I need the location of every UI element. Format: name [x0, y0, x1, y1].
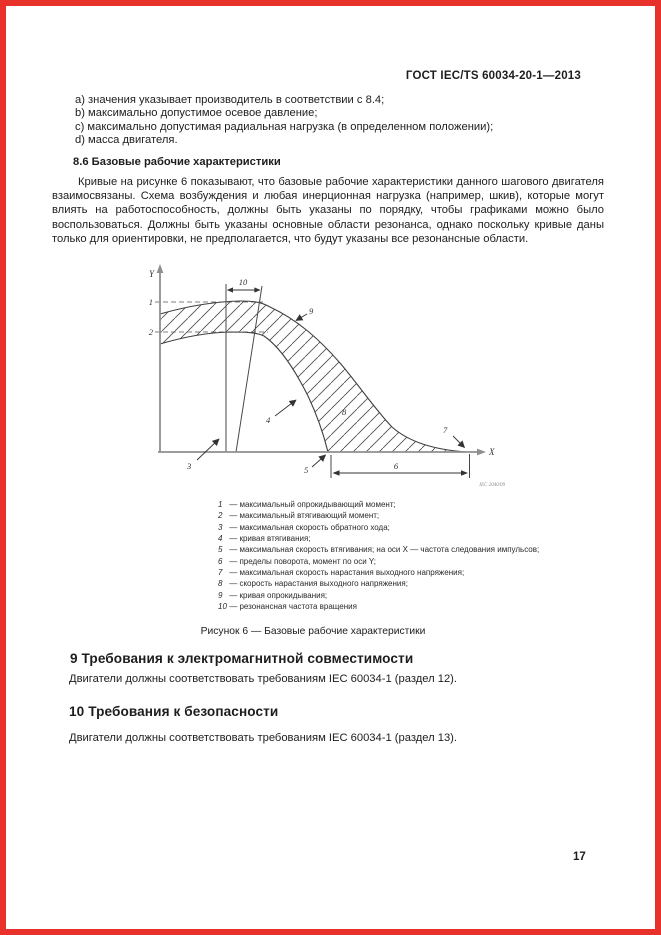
- callout-6: 6: [393, 461, 399, 471]
- section-9-heading: 9 Требования к электромагнитной совместимости: [70, 651, 414, 666]
- legend-item: 9 — кривая опрокидывания;: [218, 590, 328, 600]
- figure-caption: Рисунок 6 — Базовые рабочие характеристики: [200, 626, 426, 637]
- legend-item: 7 — максимальная скорость нарастания выходного напряжения;: [218, 568, 465, 578]
- page-number: 17: [573, 851, 586, 863]
- figure-iec-credit: IEC 2040/09: [479, 483, 505, 488]
- callout-5: 5: [304, 465, 309, 475]
- list-item: c) максимально допустимая радиальная нагрузка (в определенном положении);: [75, 120, 494, 133]
- section-10-paragraph: Двигатели должны соответствовать требованиям IEC 60034-1 (раздел 13).: [69, 732, 458, 744]
- legend-item: 8 — скорость нарастания выходного напряжения;: [218, 579, 408, 589]
- legend-item: 6 — пределы поворота, момент по оси Y;: [218, 556, 376, 566]
- legend-item: 5 — максимальная скорость втягивания; на оси X — частота следования импульсов;: [218, 545, 540, 555]
- list-item: b) максимально допустимое осевое давление;: [75, 107, 318, 120]
- figure-legend: [218, 499, 539, 612]
- legend-item: 4 — кривая втягивания;: [218, 534, 311, 544]
- dim-10-left-arrow: [227, 287, 233, 292]
- callout-9: 9: [309, 306, 314, 316]
- callout-10: 10: [238, 277, 248, 287]
- section-10-heading: 10 Требования к безопасности: [69, 704, 279, 719]
- legend-item: 2 — максимальный втягивающий момент;: [218, 511, 380, 521]
- callout-8: 8: [342, 407, 347, 417]
- x-axis-label: X: [489, 447, 495, 457]
- document-header-standard-number: ГОСТ IEC/TS 60034-20-1—2013: [405, 70, 581, 82]
- callout-arrow-5: [312, 455, 326, 467]
- legend-item: 3 — максимальная скорость обратного хода;: [218, 522, 390, 532]
- callout-7: 7: [443, 425, 448, 435]
- callout-1: 1: [148, 297, 153, 307]
- intro-list: [75, 94, 605, 148]
- y-axis-arrowhead: [157, 264, 164, 273]
- callout-arrow-3: [197, 439, 219, 460]
- dim-10-right-arrow: [254, 287, 260, 292]
- callout-arrow-9: [296, 314, 307, 321]
- callout-arrow-7: [453, 436, 465, 448]
- y-axis-label: Y: [148, 269, 154, 279]
- callout-4: 4: [266, 415, 271, 425]
- section-8-6-paragraph: Кривые на рисунке 6 показывают, что базовые рабочие характеристики данного шагового двигателя взаимосвязаны. Схема возбуждения и любая инерционная нагрузка (например, шкив), которые могут влиять на работоспособность, должны быть указаны по порядку, чтобы графиками можно было воспользоваться. Должны быть указаны основные области резонанса, однако поскольку кривые даны только для ориентировки, не предполагается, что будут указаны все резонансные области.: [52, 176, 604, 245]
- legend-item: 1 — максимальный опрокидывающий момент;: [218, 500, 396, 509]
- figure-6-diagram: [134, 256, 518, 498]
- callout-arrow-4: [275, 400, 296, 416]
- section-9-paragraph: Двигатели должны соответствовать требованиям IEC 60034-1 (раздел 12).: [69, 673, 458, 685]
- legend-item: 10 — резонансная частота вращения: [218, 602, 357, 612]
- dim-6-right-arrow: [461, 470, 468, 476]
- hatched-operating-region: [160, 301, 467, 452]
- section-8-6-heading: 8.6 Базовые рабочие характеристики: [73, 156, 281, 168]
- callout-2: 2: [148, 327, 153, 337]
- dim-6-left-arrow: [333, 470, 340, 476]
- x-axis-arrowhead: [477, 449, 486, 456]
- list-item: d) масса двигателя.: [75, 134, 178, 147]
- callout-3: 3: [187, 461, 192, 471]
- list-item: a) значения указывает производитель в соответствии с 8.4;: [75, 94, 385, 106]
